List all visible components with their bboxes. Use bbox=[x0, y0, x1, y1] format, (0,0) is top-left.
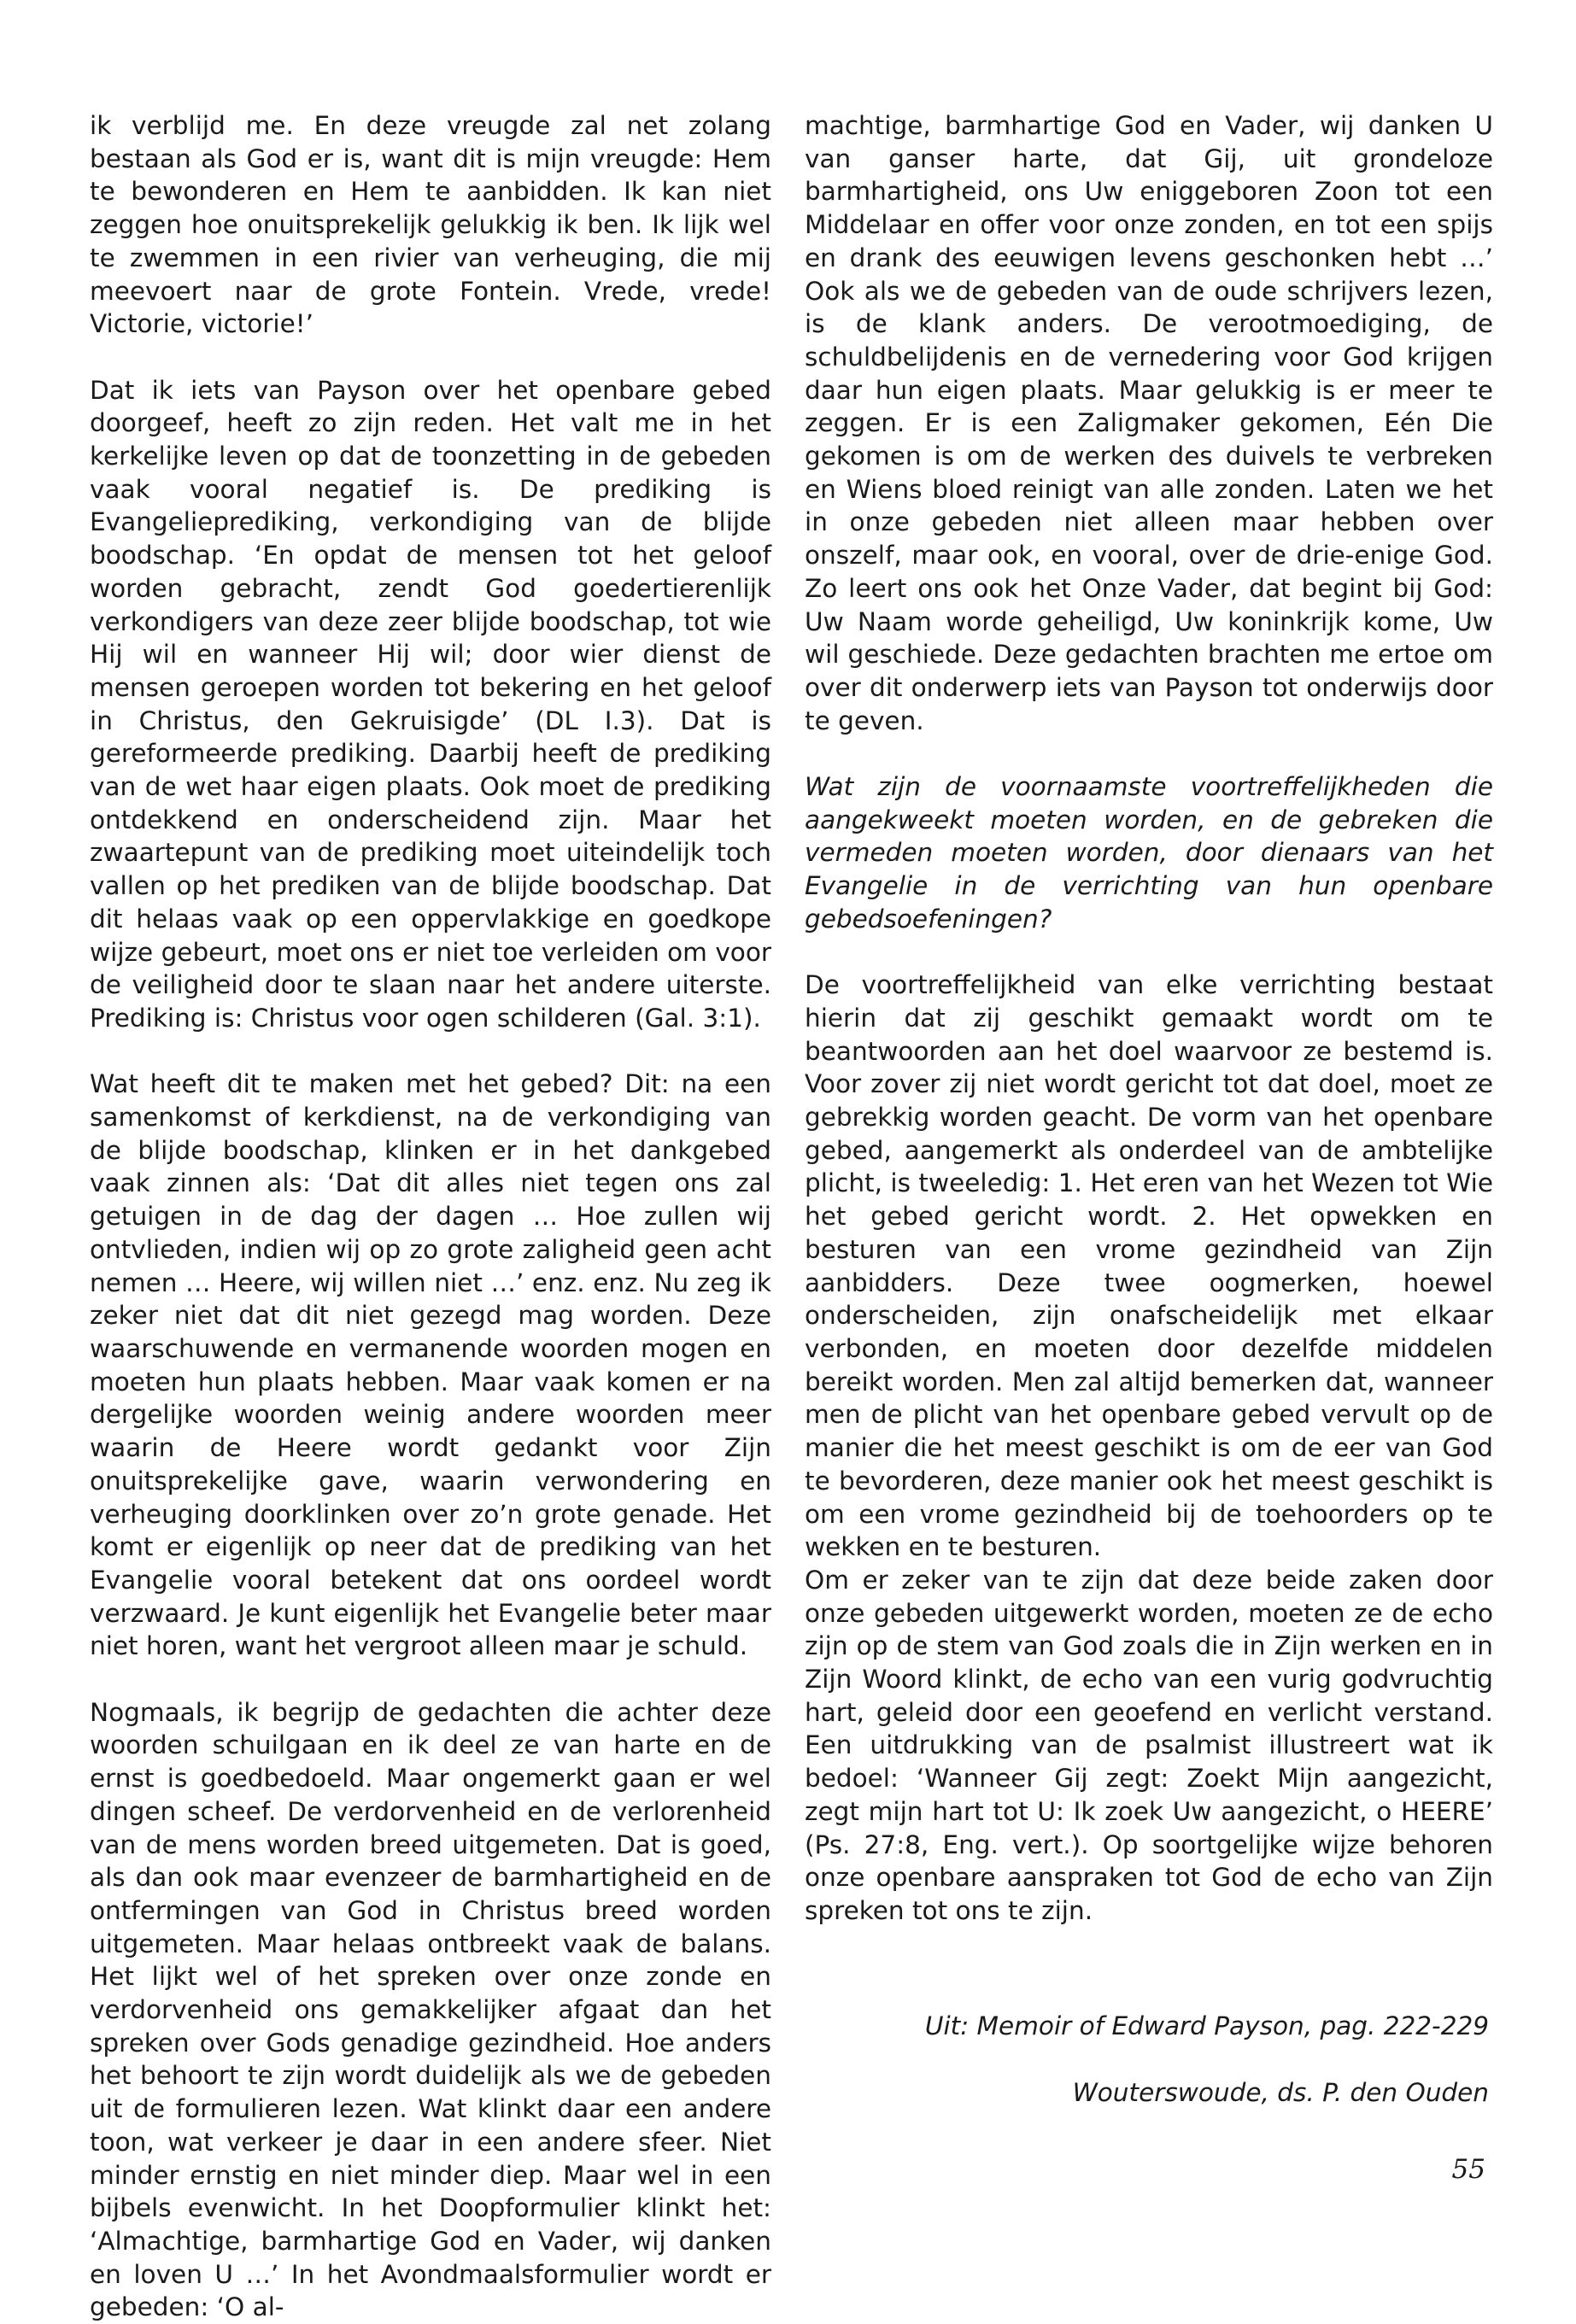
paragraph: machtige, barmhartige God en Vader, wij danken U van ganser harte, dat Gij, uit grondeloze barmhartigheid, ons Uw eniggeboren Zoon tot een Middelaar en offer voor onze zonden, en tot een spijs en drank des eeuwigen levens geschonken hebt …’ Ook als we de gebeden van de oude schrijvers lezen, is de klank anders. De verootmoediging, de schuldbelijdenis en de vernedering voor God krijgen daar hun eigen plaats. Maar gelukkig is er meer te zeggen. Er is een Zaligmaker gekomen, Eén Die gekomen is om de werken des duivels te verbreken en Wiens bloed reinigt van alle zonden. Laten we het in onze gebeden niet alleen maar hebben over onszelf, maar ook, en vooral, over de drie-enige God. Zo leert ons ook het Onze Vader, dat begint bij God: Uw Naam worde geheiligd, Uw koninkrijk kome, Uw wil geschiede. Deze gedachten brachten me ertoe om over dit onderwerp iets van Payson tot onderwijs door te geven. bbox=[805, 111, 1493, 735]
paragraph: Nogmaals, ik begrijp de gedachten die achter deze woorden schuilgaan en ik deel ze van harte en de ernst is goedbedoeld. Maar ongemerkt gaan er wel dingen scheef. De verdorvenheid en de verlorenheid van de mens worden breed uitgemeten. Dat is goed, als dan ook maar evenzeer de barmhartigheid en de ontfermingen van God in Christus breed worden uitgemeten. Maar helaas ontbreekt vaak de balans. Het lijkt wel of het spreken over onze zonde en verdorvenheid ons gemakkelijker afgaat dan het spreken over Gods genadige gezindheid. Hoe anders het behoort te zijn wordt duidelijk als we de gebeden uit de formulieren lezen. Wat klinkt daar een andere toon, wat verkeer je daar in een andere sfeer. Niet minder ernstig en niet minder diep. Maar wel in een bijbels evenwicht. In het Doopformulier klinkt het: ‘Almachtige, barmhartige God en Vader, wij danken en loven U …’ In het Avondmaalsformulier wordt er gebeden: ‘O al- bbox=[90, 1697, 771, 2322]
paragraph: Om er zeker van te zijn dat deze beide zaken door onze gebeden uitgewerkt worden, moeten ze de echo zijn op de stem van God zoals die in Zijn werken en in Zijn Woord klinkt, de echo van een vurig godvruchtig hart, geleid door een geoefend en verlicht verstand. Een uitdrukking van de psalmist illustreert wat ik bedoel: ‘Wanneer Gij zegt: Zoekt Mijn aangezicht, zegt mijn hart tot U: Ik zoek Uw aangezicht, o HEERE’ (Ps. 27:8, Eng. vert.). Op soortgelijke wijze behoren onze openbare aanspraken tot God de echo van Zijn spreken tot ons te zijn. bbox=[805, 1565, 1493, 1925]
page-number: 55 bbox=[1451, 2154, 1485, 2185]
author-signature: Wouterswoude, ds. P. den Ouden bbox=[1072, 2078, 1489, 2107]
paragraph: ik verblijd me. En deze vreugde zal net zolang bestaan als God er is, want dit is mijn vreugde: Hem te bewonderen en Hem te aanbidden. Ik kan niet zeggen hoe onuitsprekelijk gelukkig ik ben. Ik lijk wel te zwemmen in een rivier van verheuging, die mij meevoert naar de grote Fontein. Vrede, vrede! Victorie, victorie!’ bbox=[90, 111, 771, 339]
left-column bbox=[90, 109, 771, 2324]
paragraph: De voortreffelijkheid van elke verrichting bestaat hierin dat zij geschikt gemaakt wordt om te beantwoorden aan het doel waarvoor ze bestemd is. Voor zover zij niet wordt gericht tot dat doel, moet ze gebrekkig worden geacht. De vorm van het openbare gebed, aangemerkt als onderdeel van de ambtelijke plicht, is tweeledig: 1. Het eren van het Wezen tot Wie het gebed gericht wordt. 2. Het opwekken en besturen van een vrome gezindheid van Zijn aanbidders. Deze twee oogmerken, hoewel onderscheiden, zijn onafscheidelijk met elkaar verbonden, en moeten door dezelfde middelen bereikt worden. Men zal altijd bemerken dat, wanneer men de plicht van het openbare gebed vervult op de manier die het meest geschikt is om de eer van God te bevorderen, deze manier ook het meest geschikt is om een vrome gezindheid bij de toehoorders op te wekken en te besturen. bbox=[805, 970, 1493, 1562]
paragraph: Dat ik iets van Payson over het openbare gebed doorgeef, heeft zo zijn reden. Het valt me in het kerkelijke leven op dat de toonzetting in de gebeden vaak vooral negatief is. De prediking is Evangelieprediking, verkondiging van de blijde boodschap. ‘En opdat de mensen tot het geloof worden gebracht, zendt God goedertierenlijk verkondigers van deze zeer blijde boodschap, tot wie Hij wil en wanneer Hij wil; door wier dienst de mensen geroepen worden tot bekering en het geloof in Christus, den Gekruisigde’ (DL I.3). Dat is gereformeerde prediking. Daarbij heeft de prediking van de wet haar eigen plaats. Ook moet de prediking ontdekkend en onderscheidend zijn. Maar het zwaartepunt van de prediking moet uiteindelijk toch vallen op het prediken van de blijde boodschap. Dat dit helaas vaak op een oppervlakkige en goedkope wijze gebeurt, moet ons er niet toe verleiden om voor de veiligheid door te slaan naar het andere uiterste. Prediking is: Christus voor ogen schilderen (Gal. 3:1). bbox=[90, 375, 771, 1033]
right-column bbox=[805, 109, 1493, 1928]
source-citation: Uit: Memoir of Edward Payson, pag. 222-229 bbox=[924, 2011, 1489, 2040]
paragraph: Wat heeft dit te maken met het gebed? Dit: na een samenkomst of kerkdienst, na de verkondiging van de blijde boodschap, klinken er in het dankgebed vaak zinnen als: ‘Dat dit alles niet tegen ons zal getuigen in de dag der dagen … Hoe zullen wij ontvlieden, indien wij op zo grote zaligheid geen acht nemen … Heere, wij willen niet …’ enz. enz. Nu zeg ik zeker niet dat dit niet gezegd mag worden. Deze waarschuwende en vermanende woorden mogen en moeten hun plaats hebben. Maar vaak komen er na dergelijke woorden weinig andere woorden meer waarin de Heere wordt gedankt voor Zijn onuitsprekelijke gave, waarin verwondering en verheuging doorklinken over zo’n grote genade. Het komt er eigenlijk op neer dat de prediking van het Evangelie vooral betekent dat ons oordeel wordt verzwaard. Je kunt eigenlijk het Evangelie beter maar niet horen, want het vergroot alleen maar je schuld. bbox=[90, 1069, 771, 1661]
question-heading: Wat zijn de voornaamste voortreffelijkheden die aangekweekt moeten worden, en de gebreken die vermeden moeten worden, door dienaars van het Evangelie in de verrichting van hun openbare gebedsoefeningen? bbox=[805, 772, 1493, 934]
